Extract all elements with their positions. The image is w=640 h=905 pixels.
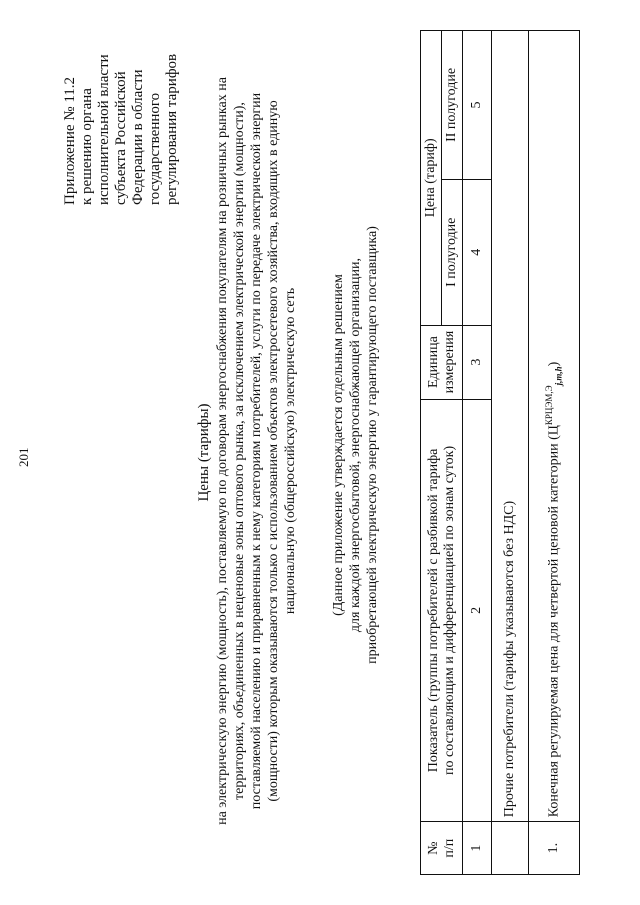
section-title: Прочие потребители (тарифы указываются без НДС) [492, 31, 529, 822]
table-row [529, 31, 580, 875]
subtitle-line: поставляемой населению и приравненным к нему категориям потребителей, услуги по передаче электрической энергии [249, 92, 264, 810]
appendix-line: субъекта Российской [113, 71, 129, 205]
page-number: 201 [16, 447, 31, 467]
row-indicator: Конечная регулируемая цена для четвертой ценовой категории $(Ц^{КРЦЭМ,Э}_{j,m,h})$ [529, 31, 580, 822]
header-price-group: Цена (тариф) [421, 31, 442, 326]
column-index: 4 [463, 179, 492, 325]
document-title: Цены (тарифы) [196, 403, 212, 502]
appendix-line: исполнительной власти [96, 54, 112, 205]
note-line: для каждой энергосбытовой, энергоснабжающей организации, [348, 257, 363, 633]
column-index: 3 [463, 325, 492, 399]
header-indicator: Показатель (группы потребителей с разбивкой тарифа по составляющим и дифференциацией по зонам суток) [421, 399, 463, 822]
header-unit: Единица измерения [421, 325, 463, 399]
subtitle-line: на электрическую энергию (мощность), поставляемую по договорам энергоснабжения покупателям на розничных рынках на [215, 77, 230, 825]
header-half-2: II полугодие [442, 31, 463, 180]
section-row [492, 31, 529, 875]
column-index: 5 [463, 31, 492, 180]
appendix-line: Приложение № 11.2 [62, 76, 78, 205]
document-subtitle [214, 35, 299, 867]
column-index: 2 [463, 399, 492, 822]
appendix-line: Федерации в области [130, 69, 146, 205]
subtitle-line: (мощности) которым оказываются только с использованием объектов электросетевого хозяйства, входящих в единую [266, 100, 281, 802]
row-number: 1. [529, 822, 580, 875]
appendix-header [62, 5, 181, 205]
column-index-row [463, 31, 492, 875]
tariff-table [420, 30, 580, 875]
subtitle-line: национальную (общероссийскую) электрическую сеть [283, 287, 298, 615]
appendix-line: к решению органа [79, 88, 95, 205]
appendix-line: регулирования тарифов [164, 53, 180, 205]
subtitle-line: территориях, объединенных в неценовые зоны оптового рынка, за исключением электрической энергии (мощности), [232, 102, 247, 800]
appendix-line: государственного [147, 92, 163, 205]
column-index: 1 [463, 822, 492, 875]
formula-subscript: j,m,h [553, 366, 564, 386]
note-line: (Данное приложение утверждается отдельным решением [331, 274, 346, 616]
header-half-1: I полугодие [442, 179, 463, 325]
note-line: приобретающей электрическую энергию у гарантирующего поставщика) [365, 226, 380, 664]
header-number: № п/п [421, 822, 463, 875]
section-number-cell [492, 822, 529, 875]
approval-note [330, 225, 381, 665]
formula-superscript: КРЦЭМ,Э [544, 385, 555, 426]
